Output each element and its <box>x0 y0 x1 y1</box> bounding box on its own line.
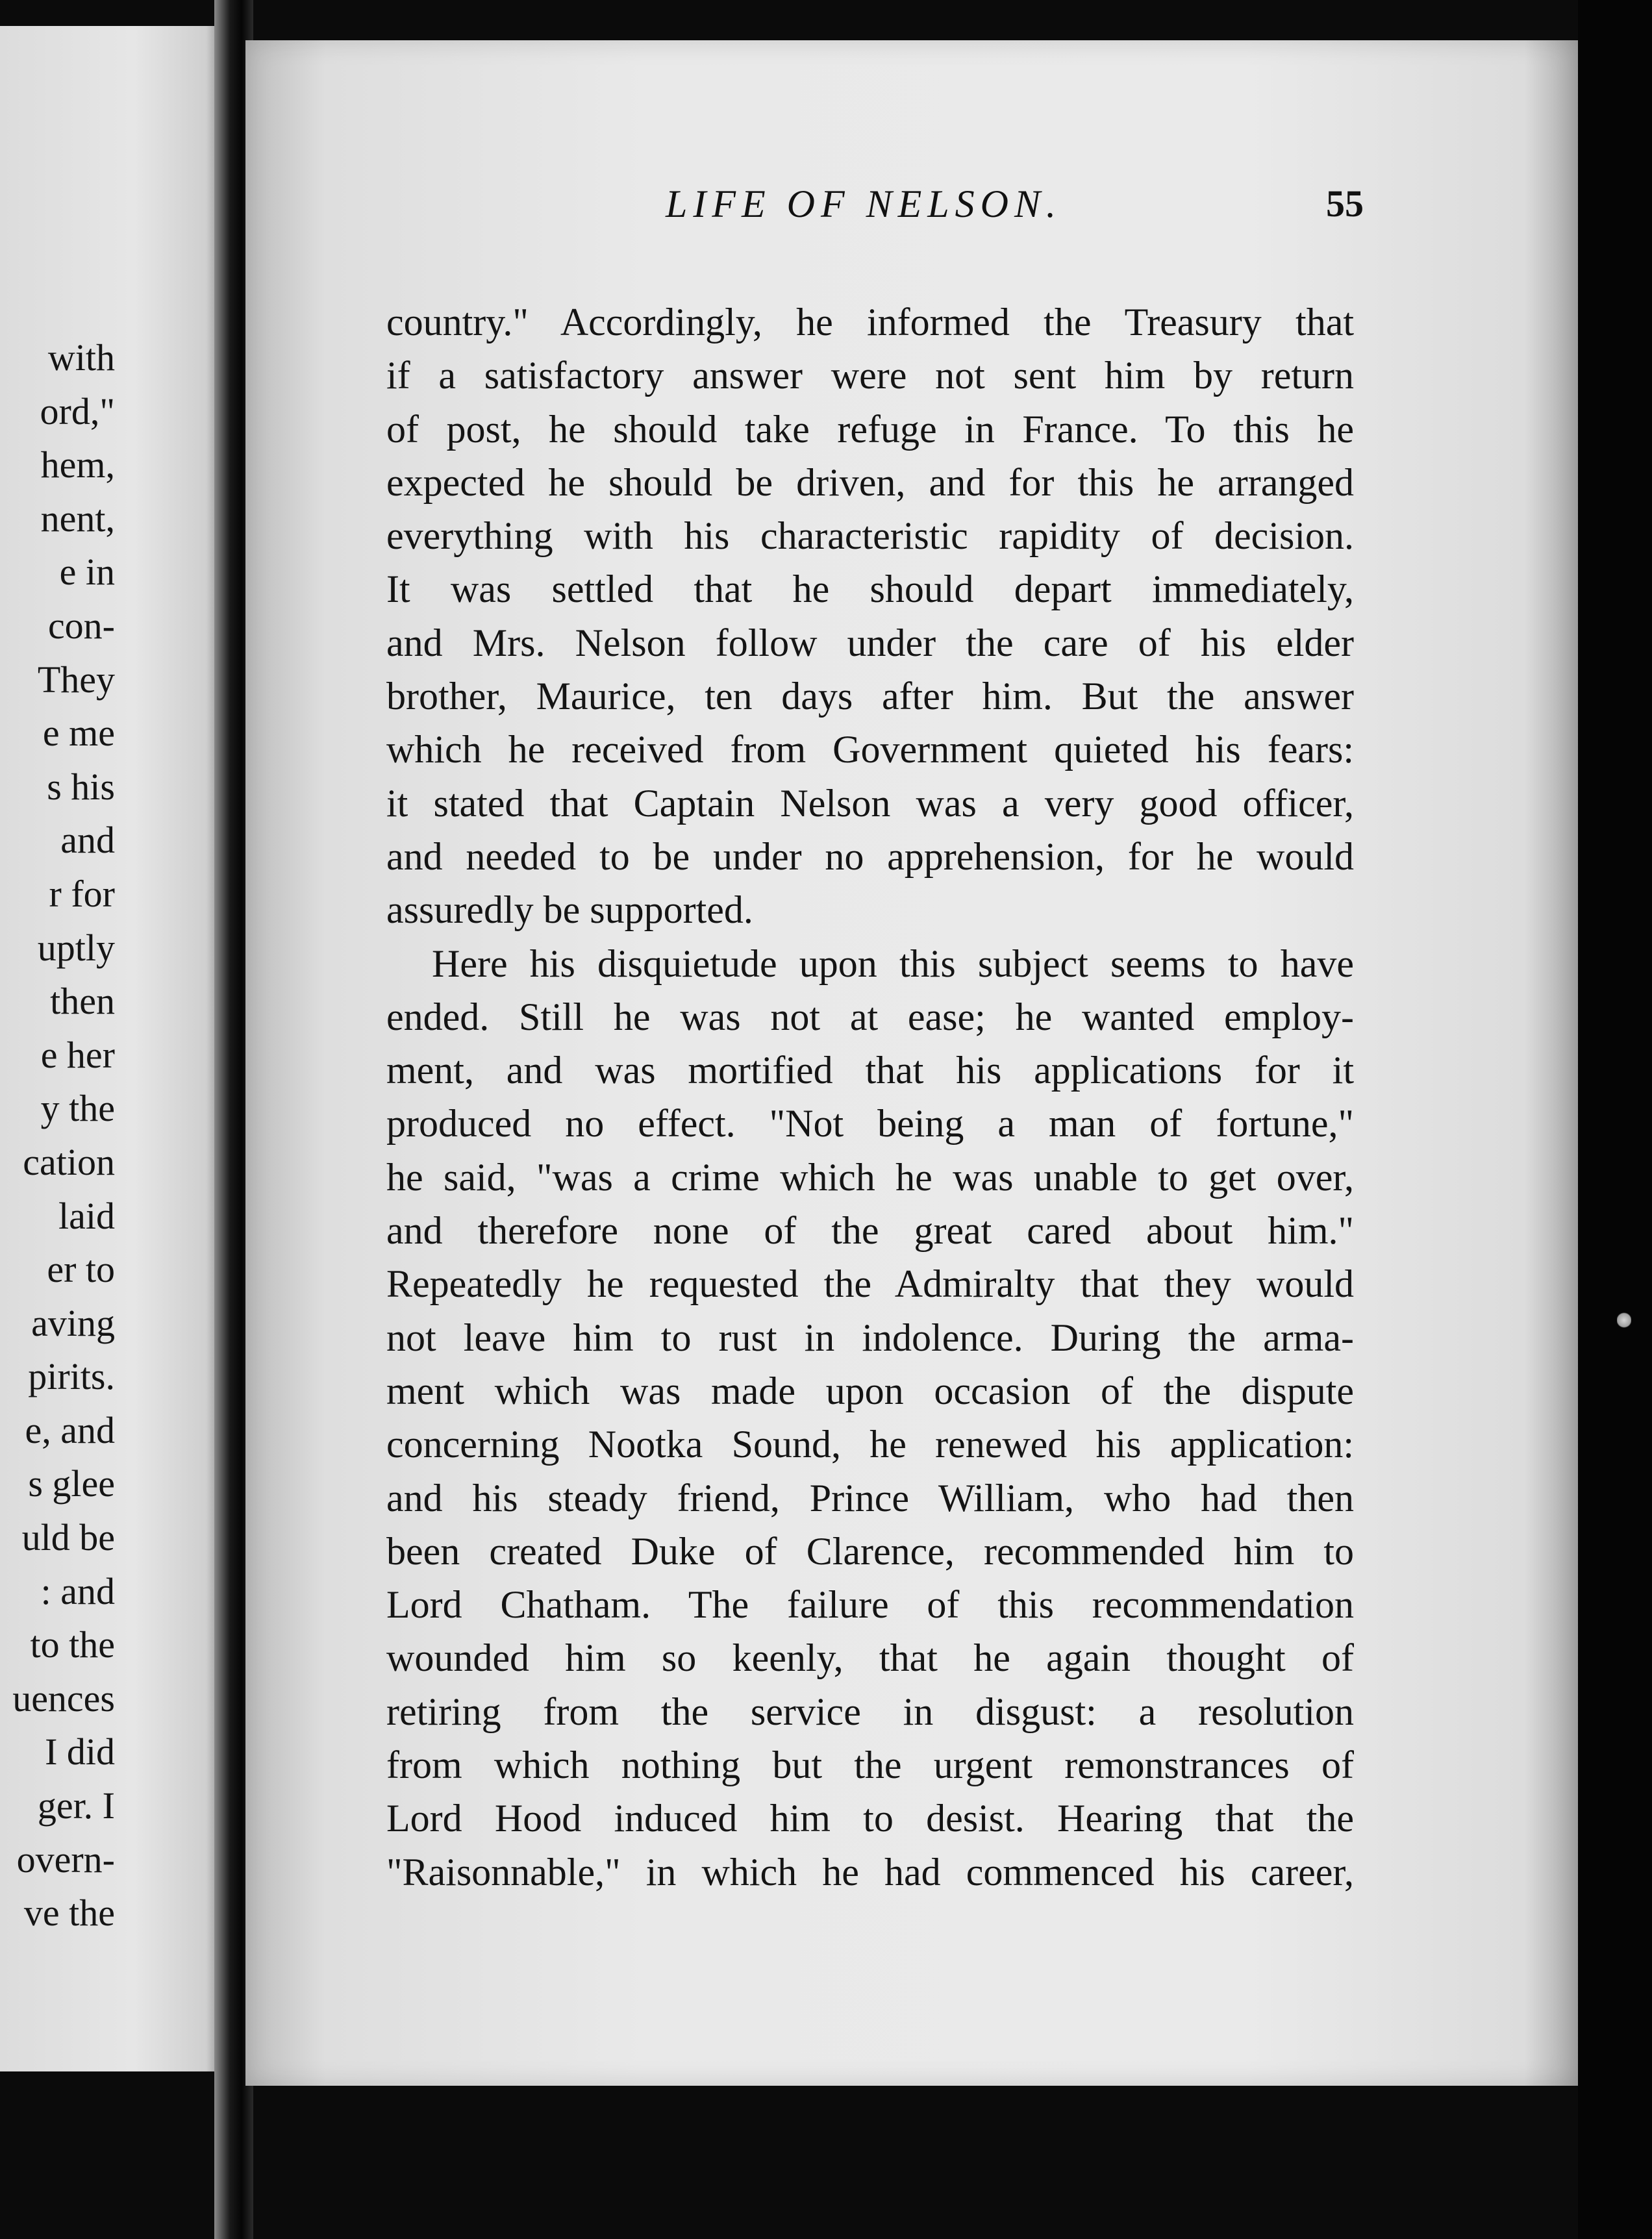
left-line: s glee <box>28 1462 115 1505</box>
left-line: They <box>37 658 115 701</box>
left-line: con- <box>47 604 115 647</box>
text-line: "Raisonnable," in which he had commenced his career, <box>386 1850 1354 1894</box>
text-line: retiring from the service in disgust: a resolution <box>386 1690 1354 1733</box>
text-line: of post, he should take refuge in France. To this he <box>386 407 1354 451</box>
text-line: It was settled that he should depart immediately, <box>386 568 1354 611</box>
text-line: not leave him to rust in indolence. During the arma- <box>386 1316 1354 1359</box>
left-line: e her <box>40 1033 115 1076</box>
left-line: with <box>47 336 115 379</box>
text-line: and therefore none of the great cared about him." <box>386 1209 1354 1253</box>
text-line: which he received from Government quieted his fears: <box>386 728 1354 771</box>
text-line: it stated that Captain Nelson was a very good officer, <box>386 781 1354 825</box>
text-line: country." Accordingly, he informed the Treasury that <box>386 301 1354 344</box>
left-facing-page <box>0 26 224 2071</box>
text-line: and needed to be under no apprehension, for he would <box>386 834 1354 878</box>
scan-background <box>1578 0 1652 2239</box>
left-line: e in <box>59 551 115 594</box>
running-title: LIFE OF NELSON. <box>666 182 1062 225</box>
left-line: e, and <box>25 1408 115 1451</box>
left-line: : and <box>40 1570 115 1612</box>
text-line: brother, Maurice, ten days after him. But the answer <box>386 675 1354 718</box>
left-line: y the <box>40 1087 115 1130</box>
left-line: cation <box>23 1140 115 1183</box>
left-line: ord," <box>40 390 115 432</box>
left-line: pirits. <box>28 1355 115 1398</box>
body-text <box>386 295 1354 1899</box>
left-line: nent, <box>40 497 115 540</box>
text-line: and Mrs. Nelson follow under the care of his elder <box>386 621 1354 664</box>
left-line: ger. I <box>37 1784 115 1827</box>
running-head <box>406 182 1364 247</box>
text-line: expected he should be driven, and for this he arranged <box>386 460 1354 504</box>
left-line: ve the <box>23 1892 115 1934</box>
text-line: Here his disquietude upon this subject seems to have <box>432 942 1354 985</box>
left-line: laid <box>58 1194 115 1237</box>
text-line: everything with his characteristic rapidity of decision. <box>386 514 1354 558</box>
text-line: if a satisfactory answer were not sent him by return <box>386 354 1354 397</box>
left-line: to the <box>30 1623 115 1666</box>
left-line: hem, <box>40 444 115 486</box>
dust-speck <box>1617 1312 1631 1329</box>
left-line: e me <box>42 712 115 755</box>
text-line: ment, and was mortified that his applications for it <box>386 1049 1354 1092</box>
text-line: ended. Still he was not at ease; he wanted employ- <box>386 995 1354 1038</box>
left-line: overn- <box>16 1838 115 1881</box>
text-line: Repeatedly he requested the Admiralty that they would <box>386 1262 1354 1306</box>
text-line: wounded him so keenly, that he again thought of <box>386 1636 1354 1680</box>
left-line: uptly <box>37 926 115 969</box>
left-line: aving <box>31 1301 115 1344</box>
left-line: uld be <box>21 1516 115 1559</box>
left-line: uences <box>12 1677 115 1720</box>
left-line: s his <box>47 765 115 808</box>
text-line: ment which was made upon occasion of the dispute <box>386 1369 1354 1412</box>
left-line: er to <box>47 1248 115 1291</box>
left-page-text <box>12 331 115 1940</box>
text-line: from which nothing but the urgent remonstrances of <box>386 1744 1354 1787</box>
left-line: and <box>60 819 115 862</box>
left-line: r for <box>49 872 115 915</box>
left-line: then <box>50 980 115 1023</box>
text-line: and his steady friend, Prince William, who had then <box>386 1476 1354 1520</box>
left-line: I did <box>45 1731 115 1773</box>
text-line: Lord Hood induced him to desist. Hearing that the <box>386 1797 1354 1840</box>
text-line: assuredly be supported. <box>386 888 753 932</box>
text-line: produced no effect. "Not being a man of fortune," <box>386 1102 1354 1145</box>
page-number: 55 <box>1326 182 1364 225</box>
text-line: he said, "was a crime which he was unable to get over, <box>386 1155 1354 1199</box>
text-line: been created Duke of Clarence, recommended him to <box>386 1529 1354 1573</box>
text-line: concerning Nootka Sound, he renewed his application: <box>386 1423 1354 1466</box>
text-line: Lord Chatham. The failure of this recommendation <box>386 1583 1354 1627</box>
